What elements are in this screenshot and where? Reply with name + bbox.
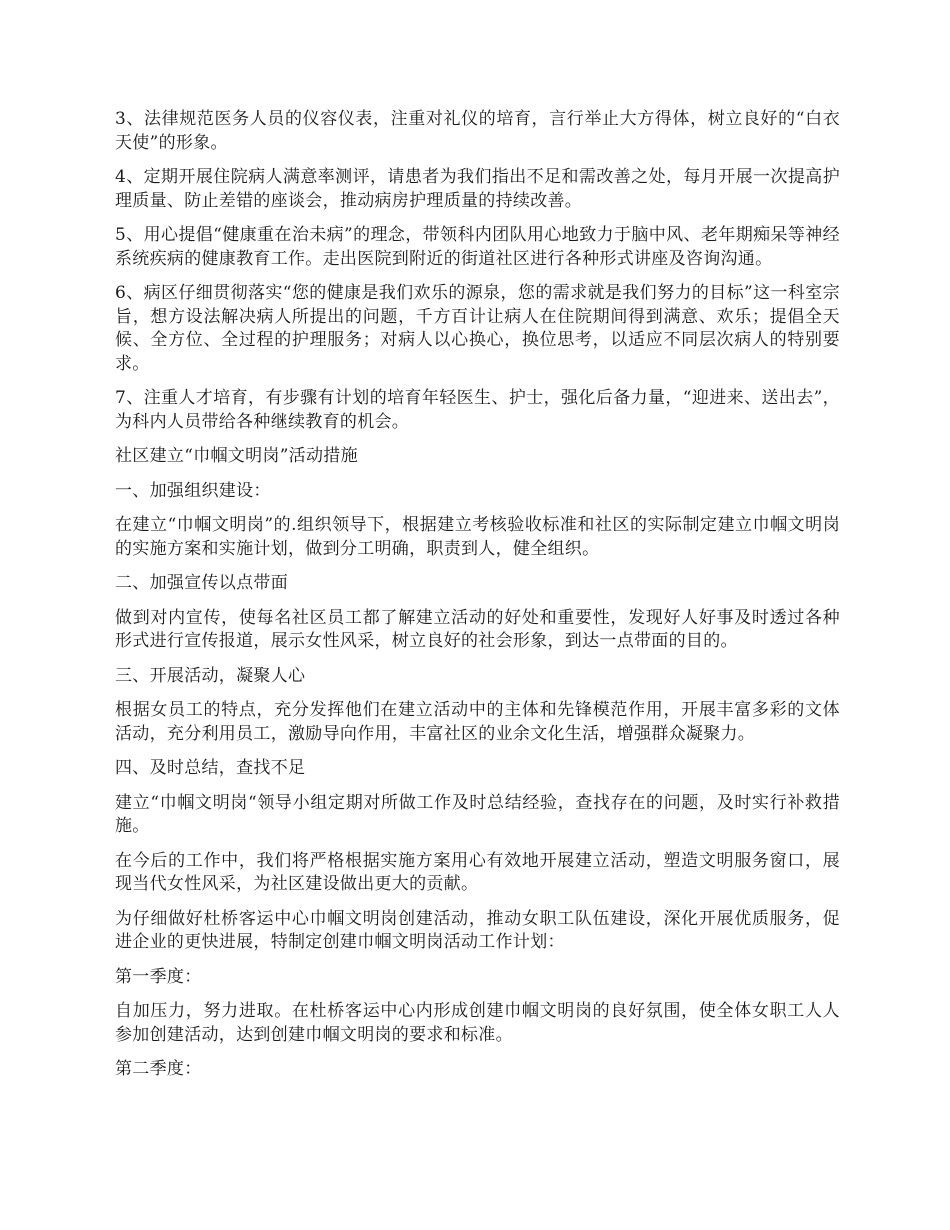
paragraph-item-6: 6、病区仔细贯彻落实“您的健康是我们欢乐的源泉，您的需求就是我们努力的目标”这一科室宗旨，想方设法解决病人所提出的问题，千方百计让病人在住院期间得到满意、欢乐；提倡全天候、全方位、全过程的护理服务；对病人以心换心，换位思考，以适应不同层次病人的特别要求。 <box>115 283 840 374</box>
heading-quarter-2: 第二季度： <box>115 1059 202 1079</box>
paragraph-item-4: 4、定期开展住院病人满意率测评，请患者为我们指出不足和需改善之处，每月开展一次提高护理质量、防止差错的座谈会，推动病房护理质量的持续改善。 <box>115 167 840 211</box>
heading-organization: 一、加强组织建设： <box>115 480 271 501</box>
paragraph-item-7: 7、注重人才培育，有步骤有计划的培育年轻医生、护士，强化后备力量，“迎进来、送出去”，为科内人员带给各种继续教育的机会。 <box>115 388 840 432</box>
paragraph-organization: 在建立“巾帼文明岗”的.组织领导下，根据建立考核验收标准和社区的实际制定建立巾帼文明岗的实施方案和实施计划，做到分工明确，职责到人，健全组织。 <box>115 515 840 559</box>
paragraph-summary: 建立“巾帼文明岗“领导小组定期对所做工作及时总结经验，查找存在的问题，及时实行补救措施。 <box>115 792 840 836</box>
heading-publicity: 二、加强宣传以点带面 <box>115 573 288 593</box>
heading-summary: 四、及时总结，查找不足 <box>115 758 306 778</box>
heading-quarter-1: 第一季度： <box>115 966 202 987</box>
paragraph-quarter-1: 自加压力，努力进取。在杜桥客运中心内形成创建巾帼文明岗的良好氛围，使全体女职工人人参加创建活动，达到创建巾帼文明岗的要求和标准。 <box>115 1001 840 1045</box>
paragraph-item-3: 3、法律规范医务人员的仪容仪表，注重对礼仪的培育，言行举止大方得体，树立良好的“白衣天使”的形象。 <box>115 109 840 153</box>
section-title: 社区建立“巾帼文明岗”活动措施 <box>115 446 358 466</box>
heading-activities: 三、开展活动，凝聚人心 <box>115 665 306 686</box>
paragraph-future-work: 在今后的工作中，我们将严格根据实施方案用心有效地开展建立活动，塑造文明服务窗口，展现当代女性风采，为社区建设做出更大的贡献。 <box>115 850 840 894</box>
document-page <box>115 108 840 1093</box>
paragraph-publicity: 做到对内宣传，使每名社区员工都了解建立活动的好处和重要性，发现好人好事及时透过各种形式进行宣传报道，展示女性风采，树立良好的社会形象，到达一点带面的目的。 <box>115 607 840 651</box>
paragraph-activities: 根据女员工的特点，充分发挥他们在建立活动中的主体和先锋模范作用，开展丰富多彩的文体活动，充分利用员工，激励导向作用，丰富社区的业余文化生活，增强群众凝聚力。 <box>115 700 840 744</box>
paragraph-plan-intro: 为仔细做好杜桥客运中心巾帼文明岗创建活动，推动女职工队伍建设，深化开展优质服务，促进企业的更快进展，特制定创建巾帼文明岗活动工作计划： <box>115 908 840 952</box>
paragraph-item-5: 5、用心提倡“健康重在治未病”的理念，带领科内团队用心地致力于脑中风、老年期痴呆等神经系统疾病的健康教育工作。走出医院到附近的街道社区进行各种形式讲座及咨询沟通。 <box>115 225 840 269</box>
